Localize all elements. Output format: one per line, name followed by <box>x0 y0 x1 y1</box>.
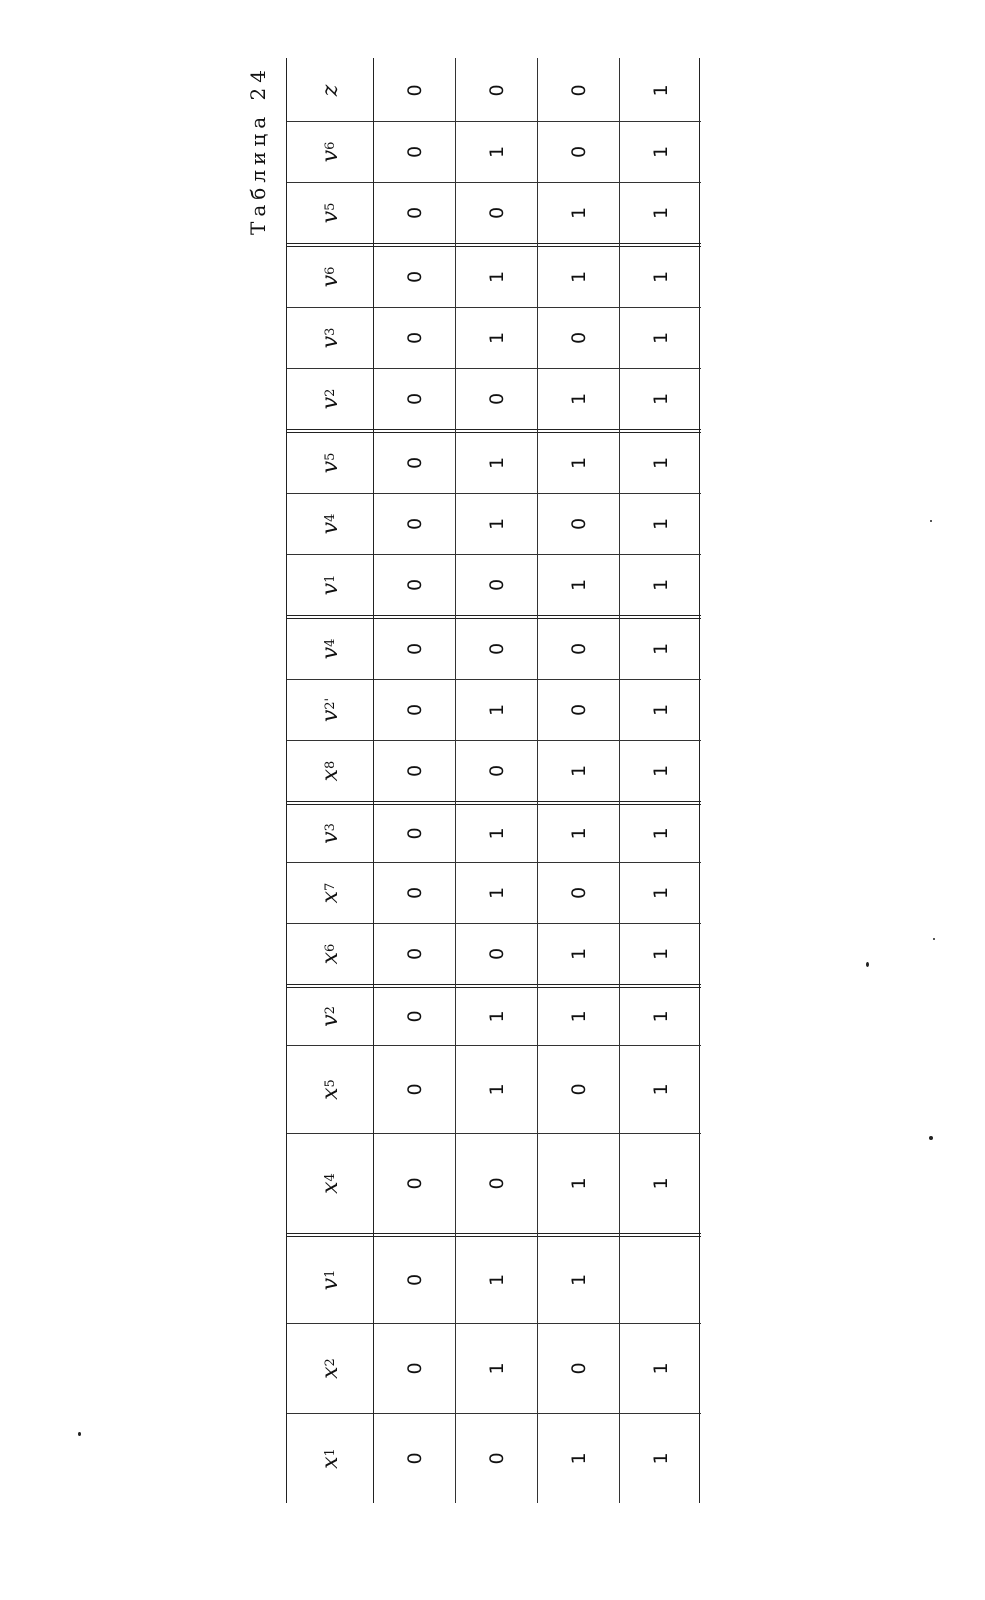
table-cell: 1 <box>620 243 701 307</box>
table-cell: 1 <box>620 1045 701 1133</box>
table-cell: 0 <box>374 554 455 615</box>
header-cell: x 2 <box>287 1323 373 1413</box>
header-cell: x 1 <box>287 1413 373 1503</box>
table-cell: 0 <box>485 84 508 97</box>
table-cell: 0 <box>374 615 455 679</box>
table-cell: 1 <box>456 1045 537 1133</box>
table-cell: 1 <box>620 984 701 1045</box>
header-cell: x 6 <box>287 923 373 984</box>
table-cell: 1 <box>456 307 537 368</box>
table-cell: 1 <box>620 1133 701 1233</box>
table-cell: 0 <box>538 679 619 740</box>
table-cell: 0 <box>456 1413 537 1503</box>
table-cell: 0 <box>374 862 455 923</box>
table-container <box>286 58 698 1503</box>
header-cell: v 6 <box>287 121 373 182</box>
table-cell: 1 <box>456 429 537 493</box>
table-cell: 1 <box>538 801 619 862</box>
table-cell: 0 <box>374 1413 455 1503</box>
table-cell: 0 <box>538 307 619 368</box>
table-cell: 0 <box>538 121 619 182</box>
table-cell: 0 <box>456 1133 537 1233</box>
table-cell: 0 <box>456 182 537 243</box>
table-cell: 0 <box>374 801 455 862</box>
header-cell: v 5 <box>287 182 373 243</box>
table-cell: 0 <box>538 1045 619 1133</box>
table-cell: 0 <box>374 368 455 429</box>
scan-speck <box>78 1432 81 1436</box>
scan-speck <box>866 962 869 967</box>
table-row <box>374 58 455 1503</box>
table-cell: 0 <box>456 554 537 615</box>
header-cell: x 4 <box>287 1133 373 1233</box>
table-cell: 1 <box>538 1413 619 1503</box>
scan-speck <box>929 1136 933 1140</box>
table-cell: 0 <box>456 368 537 429</box>
table-cell: 1 <box>538 243 619 307</box>
table-cell: 0 <box>456 740 537 801</box>
table-cell: 1 <box>456 679 537 740</box>
header-cell: v 1 <box>287 554 373 615</box>
table-cell: 0 <box>374 1045 455 1133</box>
table-cell: 1 <box>456 1233 537 1323</box>
table-cell: 1 <box>620 429 701 493</box>
table-cell: 1 <box>620 740 701 801</box>
table-cell: 0 <box>538 615 619 679</box>
header-cell: v 3 <box>287 801 373 862</box>
table-cell: 0 <box>456 615 537 679</box>
table-cell: 0 <box>374 182 455 243</box>
table-cell: 0 <box>374 243 455 307</box>
table-cell: 1 <box>620 307 701 368</box>
table-cell: 1 <box>620 368 701 429</box>
header-cell: v 1 <box>287 1233 373 1323</box>
header-cell: x 7 <box>287 862 373 923</box>
header-cell: v 3 <box>287 307 373 368</box>
table-cell: 1 <box>456 862 537 923</box>
table-cell: 1 <box>538 740 619 801</box>
scan-speck <box>930 520 932 522</box>
table-cell: 1 <box>538 554 619 615</box>
table-cell: 0 <box>456 923 537 984</box>
table-row <box>619 58 701 1503</box>
table-cell: 1 <box>620 862 701 923</box>
header-cell: v 4 <box>287 493 373 554</box>
table-cell: 0 <box>374 1133 455 1233</box>
table-cell: 0 <box>374 307 455 368</box>
table-cell: 1 <box>620 493 701 554</box>
table-cell: 1 <box>620 923 701 984</box>
table-cell: 0 <box>374 429 455 493</box>
table-cell: 1 <box>620 615 701 679</box>
scan-speck <box>933 938 935 940</box>
table-cell: 0 <box>374 984 455 1045</box>
table-cell: 1 <box>538 1233 619 1323</box>
table-cell: 1 <box>620 1413 701 1503</box>
table-cell: 0 <box>374 1323 455 1413</box>
header-cell: v 2 <box>287 368 373 429</box>
table-row <box>455 58 537 1503</box>
header-cell: x 5 <box>287 1045 373 1133</box>
table-row <box>537 58 619 1503</box>
header-cell: x 8 <box>287 740 373 801</box>
table-cell: 1 <box>620 1323 701 1413</box>
table-cell: 1 <box>620 182 701 243</box>
truth-table <box>286 58 700 1503</box>
table-cell: 1 <box>620 554 701 615</box>
table-cell: 1 <box>538 984 619 1045</box>
table-cell: 1 <box>620 121 701 182</box>
header-cell: v 6 <box>287 243 373 307</box>
table-cell: 1 <box>538 1133 619 1233</box>
table-cell: 1 <box>456 1323 537 1413</box>
table-header-row <box>287 58 374 1503</box>
table-cell: 0 <box>538 862 619 923</box>
header-cell: z <box>317 84 343 97</box>
table-cell: 0 <box>538 1323 619 1413</box>
table-cell: 1 <box>456 801 537 862</box>
table-cell: 1 <box>538 182 619 243</box>
table-cell: 0 <box>403 84 426 97</box>
header-cell: v 2' <box>287 679 373 740</box>
table-cell: 0 <box>374 740 455 801</box>
header-cell: v 4 <box>287 615 373 679</box>
table-cell <box>620 1233 701 1323</box>
table-cell: 1 <box>620 679 701 740</box>
header-cell: v 2 <box>287 984 373 1045</box>
table-cell: 1 <box>538 429 619 493</box>
table-cell: 0 <box>567 84 590 97</box>
header-cell: v 5 <box>287 429 373 493</box>
table-cell: 1 <box>620 801 701 862</box>
table-cell: 0 <box>374 923 455 984</box>
table-cell: 1 <box>456 243 537 307</box>
table-cell: 1 <box>456 984 537 1045</box>
table-cell: 0 <box>374 679 455 740</box>
table-cell: 1 <box>456 493 537 554</box>
table-caption: Таблица 24 <box>246 65 270 235</box>
table-cell: 1 <box>649 84 672 97</box>
table-cell: 1 <box>538 368 619 429</box>
table-cell: 0 <box>374 121 455 182</box>
table-cell: 0 <box>374 1233 455 1323</box>
table-cell: 0 <box>538 493 619 554</box>
table-cell: 0 <box>374 493 455 554</box>
table-cell: 1 <box>538 923 619 984</box>
table-cell: 1 <box>456 121 537 182</box>
